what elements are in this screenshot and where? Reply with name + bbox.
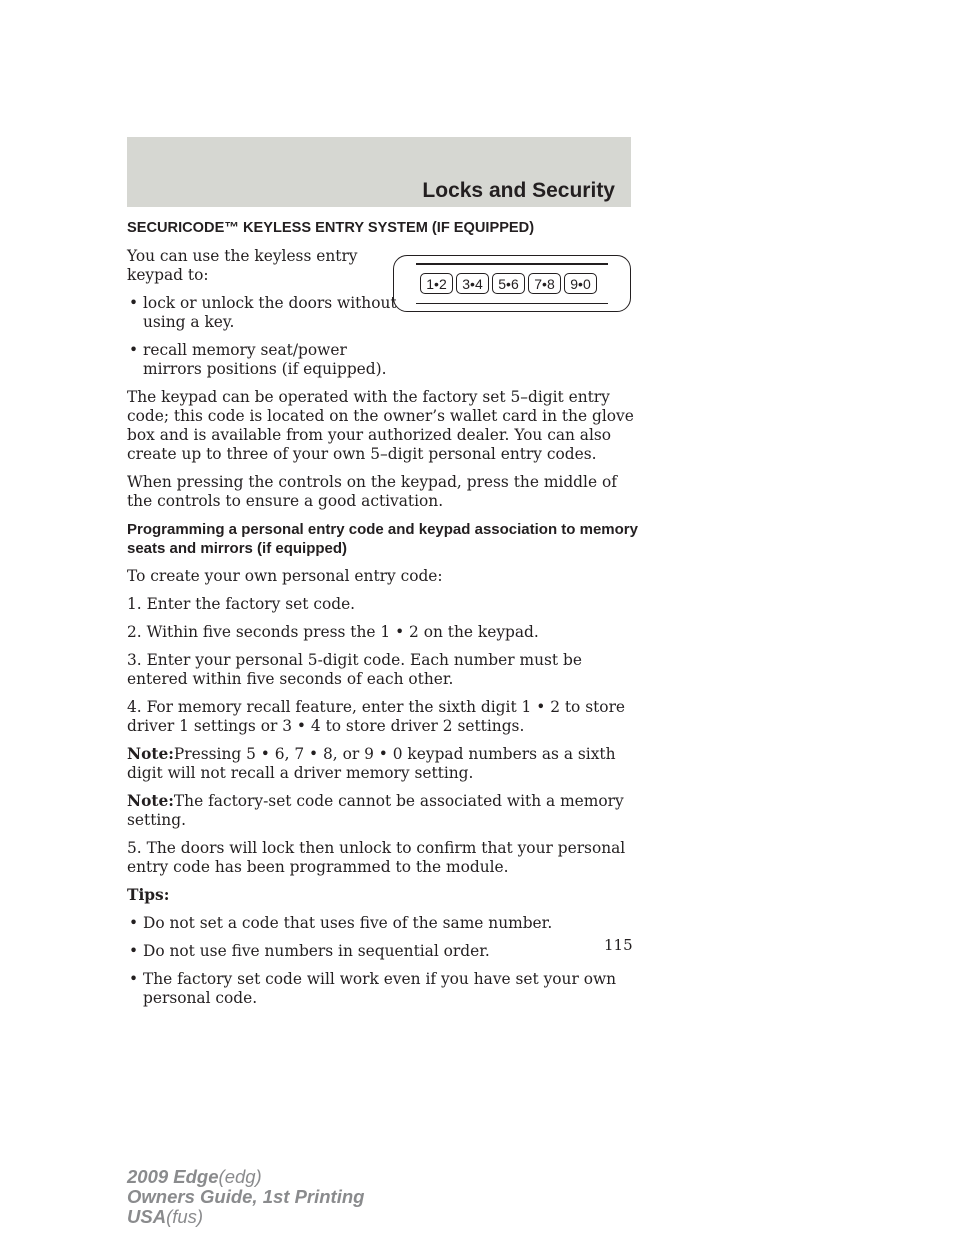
footer-region: USA (127, 1206, 167, 1227)
note-label: Note: (127, 792, 174, 810)
section-header-band (127, 137, 631, 207)
note-text: Pressing 5 • 6, 7 • 8, or 9 • 0 keypad numbers as a sixth digit will not recall a driver memory setting. (127, 745, 616, 782)
page-content (127, 219, 639, 1017)
step-item: 5. The doors will lock then unlock to confirm that your personal entry code has been programmed to the module. (127, 839, 626, 876)
list-item: • The factory set code will work even if you have set your own personal code. (127, 970, 639, 1008)
list-item: • Do not use five numbers in sequential order. (127, 942, 639, 961)
step-item: 2. Within five seconds press the 1 • 2 on the keypad. (127, 623, 539, 641)
note (127, 745, 639, 783)
subheading: Programming a personal entry code and keypad association to memory seats and mirrors (if equipped) (127, 521, 638, 557)
keypad-key-9-0: 9•0 (564, 273, 597, 294)
page-number: 115 (604, 936, 633, 954)
tips-label: Tips: (127, 886, 170, 904)
tips-list (127, 914, 639, 1008)
step-item: 4. For memory recall feature, enter the sixth digit 1 • 2 to store driver 1 settings or 3 • 4 to store driver 2 settings. (127, 698, 626, 735)
note-text: The factory-set code cannot be associated with a memory setting. (127, 792, 624, 829)
step-item: 3. Enter your personal 5-digit code. Each number must be entered within five seconds of each other. (127, 651, 582, 688)
intro-text: You can use the keyless entry keypad to: (127, 247, 358, 284)
intro-bullet-list (127, 294, 639, 379)
keypad-key-7-8: 7•8 (528, 273, 561, 294)
list-item: • lock or unlock the doors without using a key. (127, 294, 403, 332)
footer-line (127, 1167, 364, 1187)
keypad-key-3-4: 3•4 (456, 273, 489, 294)
list-item: • recall memory seat/power mirrors positions (if equipped). (127, 341, 403, 379)
notes-block (127, 745, 639, 830)
footer-model-code: (edg) (218, 1166, 262, 1187)
list-item: • Do not set a code that uses five of the same number. (127, 914, 639, 933)
paragraph: When pressing the controls on the keypad, press the middle of the controls to ensure a good activation. (127, 473, 617, 510)
paragraph: The keypad can be operated with the factory set 5–digit entry code; this code is located on the owner’s wallet card in the glove box and is available from your authorized dealer. You can also create up to three of your own 5–digit personal entry codes. (127, 388, 634, 463)
note (127, 792, 639, 830)
footer (127, 1167, 364, 1227)
keypad-key-1-2: 1•2 (420, 273, 453, 294)
footer-model: 2009 Edge (127, 1166, 219, 1187)
footer-line: Owners Guide, 1st Printing (127, 1186, 365, 1207)
footer-line (127, 1207, 364, 1227)
paragraph: To create your own personal entry code: (127, 567, 443, 585)
section-heading: SECURICODE™ KEYLESS ENTRY SYSTEM (IF EQUIPPED) (127, 220, 535, 236)
section-title: Locks and Security (422, 179, 615, 202)
keypad-key-5-6: 5•6 (492, 273, 525, 294)
note-label: Note: (127, 745, 174, 763)
step-item: 1. Enter the factory set code. (127, 595, 356, 613)
footer-region-code: (fus) (166, 1206, 204, 1227)
